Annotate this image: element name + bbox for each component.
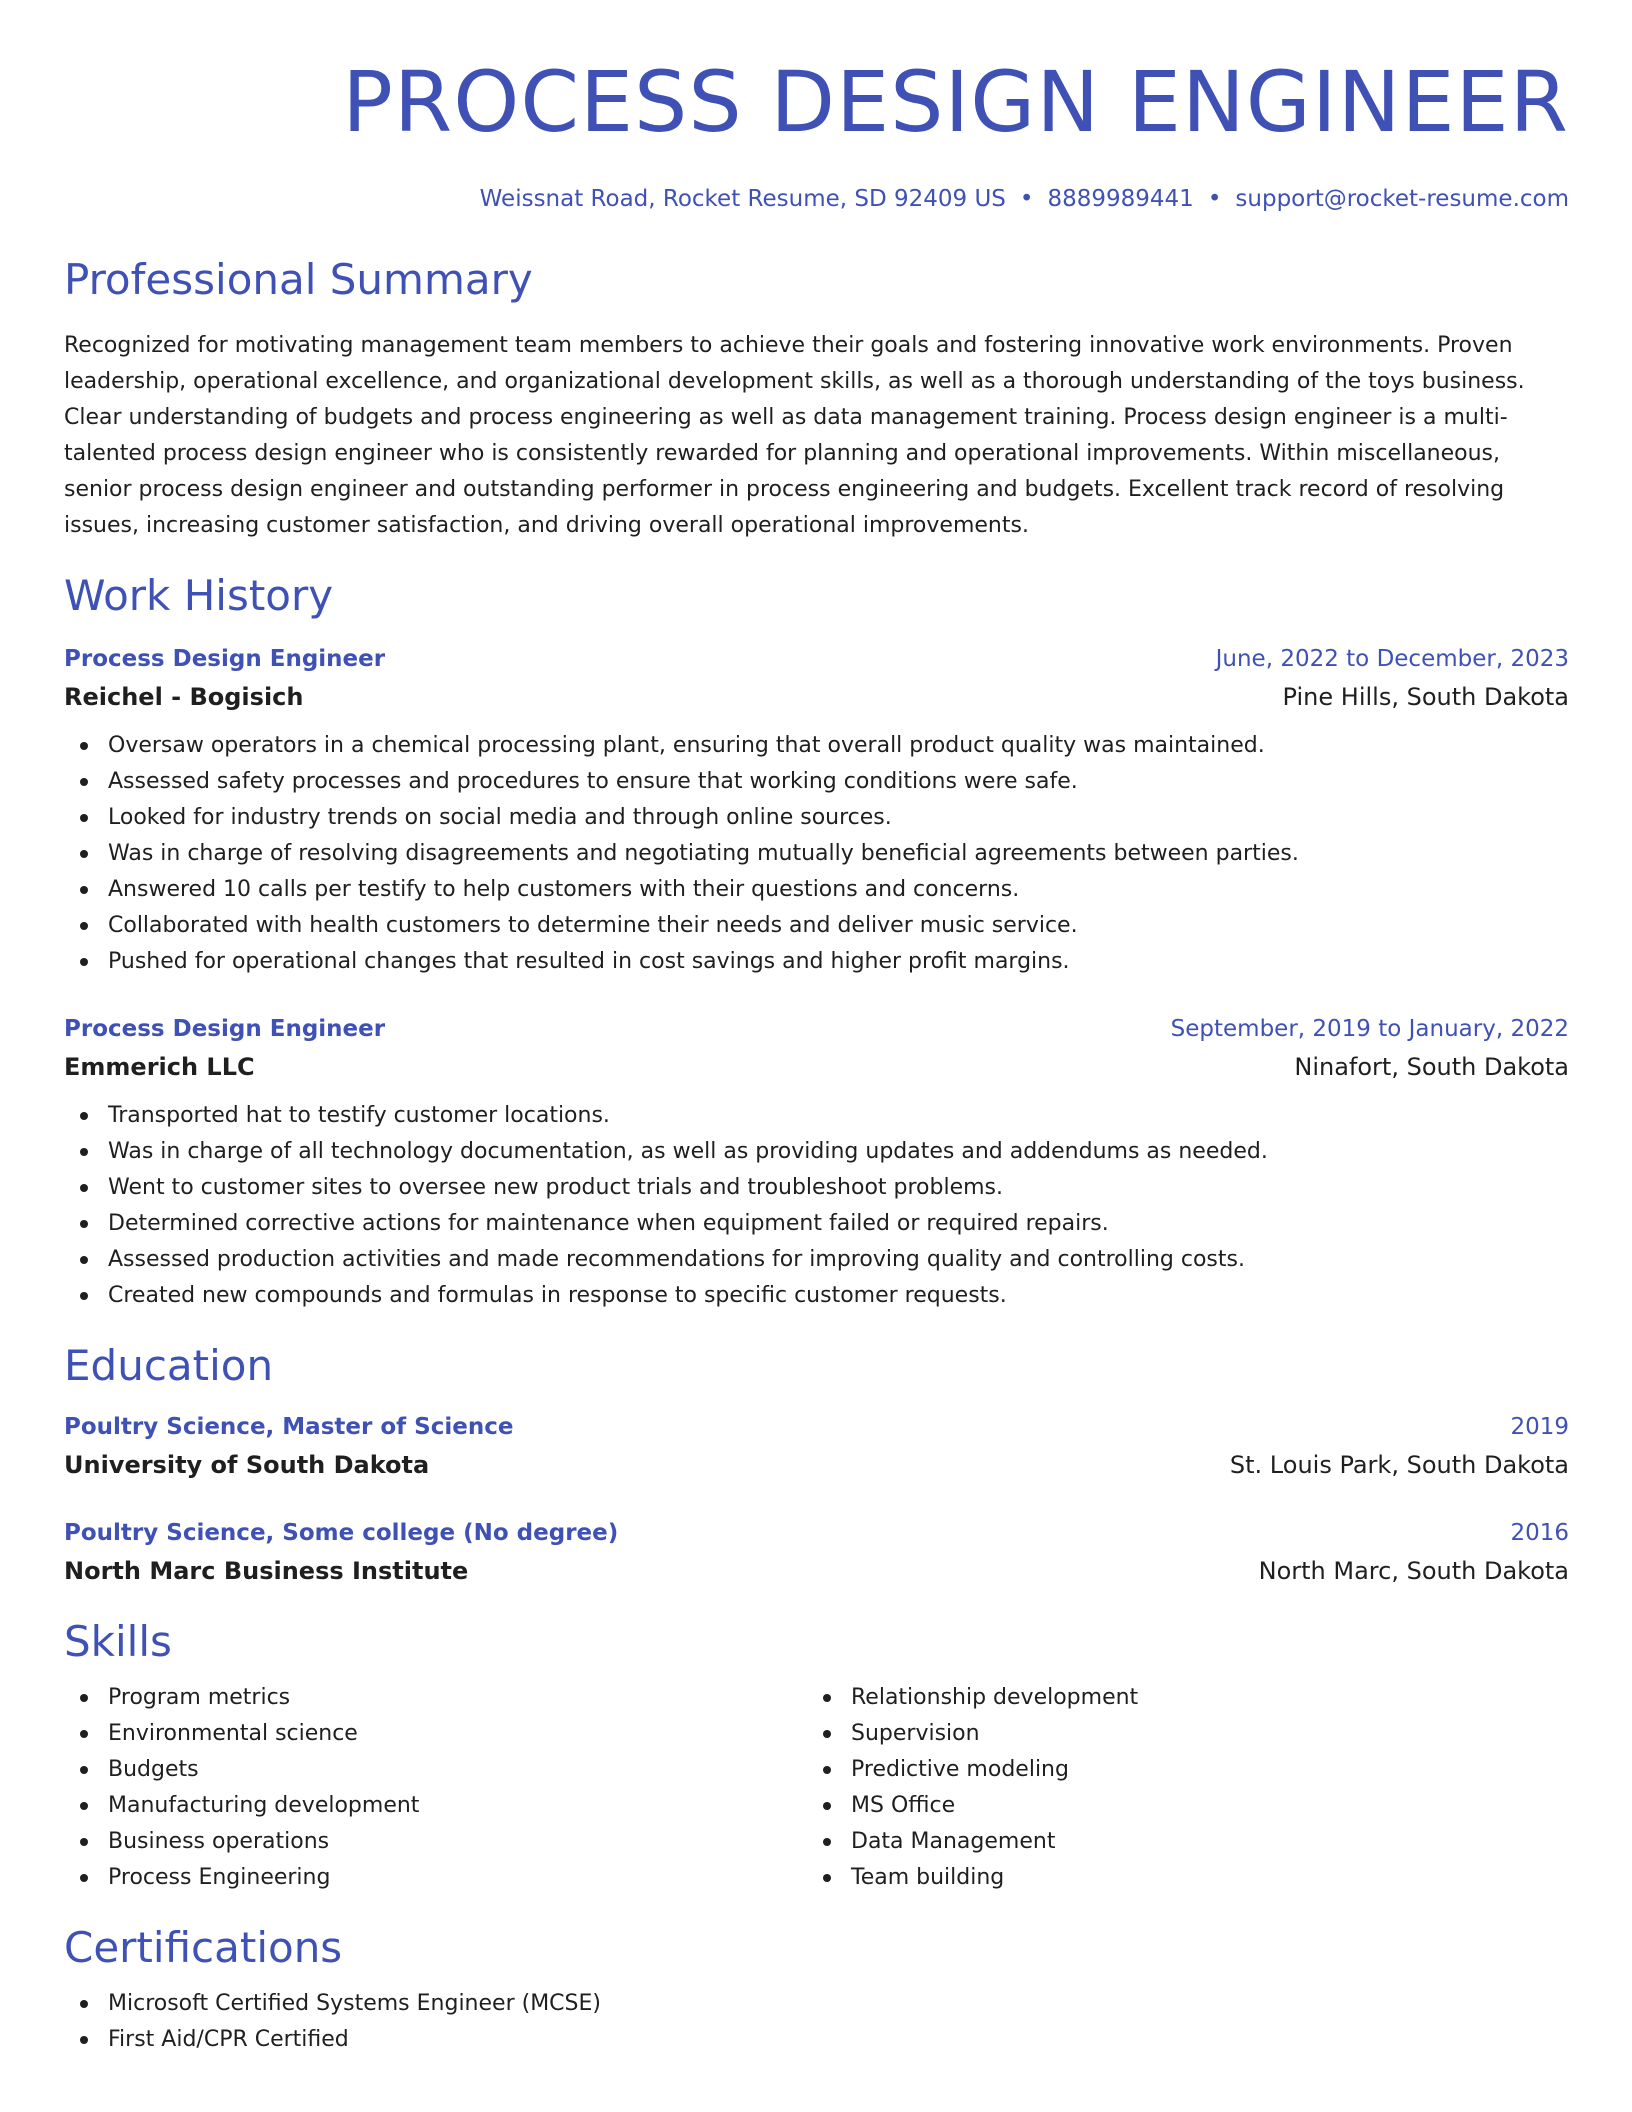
job-entry <box>64 1010 1569 1314</box>
education-location: St. Louis Park, South Dakota <box>1229 1451 1569 1479</box>
skill-item: Relationship development <box>851 1680 1550 1716</box>
certification-item: First Aid/CPR Certified <box>108 2022 1569 2058</box>
job-bullets <box>64 1098 1569 1314</box>
contact-address: Weissnat Road, Rocket Resume, SD 92409 US <box>479 186 1006 212</box>
contact-separator: • <box>1019 186 1034 212</box>
education-degree: Poultry Science, Some college (No degree) <box>64 1520 619 1546</box>
skill-item: Business operations <box>108 1824 807 1860</box>
skills-column-left <box>64 1680 807 1896</box>
skill-item: Budgets <box>108 1752 807 1788</box>
work-history-heading: Work History <box>64 571 334 620</box>
resume-page <box>64 0 1569 2058</box>
job-dates: June, 2022 to December, 2023 <box>1215 646 1569 672</box>
skill-item: Data Management <box>851 1824 1550 1860</box>
job-title: Process Design Engineer <box>64 1016 386 1042</box>
contact-separator: • <box>1207 186 1222 212</box>
contact-phone: 8889989441 <box>1047 186 1194 212</box>
certification-item: Microsoft Certified Systems Engineer (MCSE) <box>108 1986 1569 2022</box>
education-school: North Marc Business Institute <box>64 1557 469 1585</box>
job-bullet: Created new compounds and formulas in response to specific customer requests. <box>108 1278 1569 1314</box>
job-bullets <box>64 728 1569 980</box>
certifications-list <box>64 1986 1569 2058</box>
job-company: Reichel - Bogisich <box>64 683 304 711</box>
resume-title: PROCESS DESIGN ENGINEER <box>342 53 1569 151</box>
job-bullet: Collaborated with health customers to determine their needs and deliver music service. <box>108 908 1569 944</box>
job-bullet: Looked for industry trends on social media and through online sources. <box>108 800 1569 836</box>
skill-item: Team building <box>851 1860 1550 1896</box>
education-entry <box>64 1408 1569 1484</box>
skills-columns <box>64 1680 1569 1896</box>
job-bullet: Pushed for operational changes that resulted in cost savings and higher profit margins. <box>108 944 1569 980</box>
education-heading: Education <box>64 1341 274 1390</box>
contact-email: support@rocket-resume.com <box>1235 186 1569 212</box>
skills-column-right <box>807 1680 1550 1896</box>
skill-item: Predictive modeling <box>851 1752 1550 1788</box>
skill-item: Supervision <box>851 1716 1550 1752</box>
education-year: 2019 <box>1510 1414 1569 1440</box>
skills-heading: Skills <box>64 1617 172 1666</box>
job-bullet: Oversaw operators in a chemical processing plant, ensuring that overall product quality was maintained. <box>108 728 1569 764</box>
skill-item: MS Office <box>851 1788 1550 1824</box>
summary-text: Recognized for motivating management team members to achieve their goals and fostering innovative work environments. Proven leadership, operational excellence, and organizational development skills, as well as a thorough understanding of the toys business. Clear understanding of budgets and process engineering as well as data management training. Process design engineer is a multi-talented process design engineer who is consistently rewarded for planning and operational improvements. Within miscellaneous, senior process design engineer and outstanding performer in process engineering and budgets. Excellent track record of resolving issues, increasing customer satisfaction, and driving overall operational improvements. <box>64 333 1525 538</box>
job-bullet: Was in charge of resolving disagreements and negotiating mutually beneficial agreements between parties. <box>108 836 1569 872</box>
job-bullet: Transported hat to testify customer locations. <box>108 1098 1569 1134</box>
education-location: North Marc, South Dakota <box>1258 1557 1569 1585</box>
job-title: Process Design Engineer <box>64 646 386 672</box>
certifications-heading: Certifications <box>64 1923 343 1972</box>
skill-item: Manufacturing development <box>108 1788 807 1824</box>
job-entry <box>64 640 1569 980</box>
skill-item: Program metrics <box>108 1680 807 1716</box>
job-location: Ninafort, South Dakota <box>1294 1053 1569 1081</box>
education-school: University of South Dakota <box>64 1451 430 1479</box>
summary-heading: Professional Summary <box>64 255 533 304</box>
job-location: Pine Hills, South Dakota <box>1282 683 1569 711</box>
education-year: 2016 <box>1510 1520 1569 1546</box>
skill-item: Environmental science <box>108 1716 807 1752</box>
job-bullet: Was in charge of all technology documentation, as well as providing updates and addendums as needed. <box>108 1134 1569 1170</box>
job-bullet: Answered 10 calls per testify to help customers with their questions and concerns. <box>108 872 1569 908</box>
job-bullet: Determined corrective actions for maintenance when equipment failed or required repairs. <box>108 1206 1569 1242</box>
job-bullet: Went to customer sites to oversee new product trials and troubleshoot problems. <box>108 1170 1569 1206</box>
job-company: Emmerich LLC <box>64 1053 255 1081</box>
skill-item: Process Engineering <box>108 1860 807 1896</box>
contact-line <box>64 184 1569 214</box>
education-degree: Poultry Science, Master of Science <box>64 1414 514 1440</box>
job-dates: September, 2019 to January, 2022 <box>1170 1016 1569 1042</box>
job-bullet: Assessed production activities and made recommendations for improving quality and controlling costs. <box>108 1242 1569 1278</box>
education-entry <box>64 1514 1569 1590</box>
job-bullet: Assessed safety processes and procedures to ensure that working conditions were safe. <box>108 764 1569 800</box>
